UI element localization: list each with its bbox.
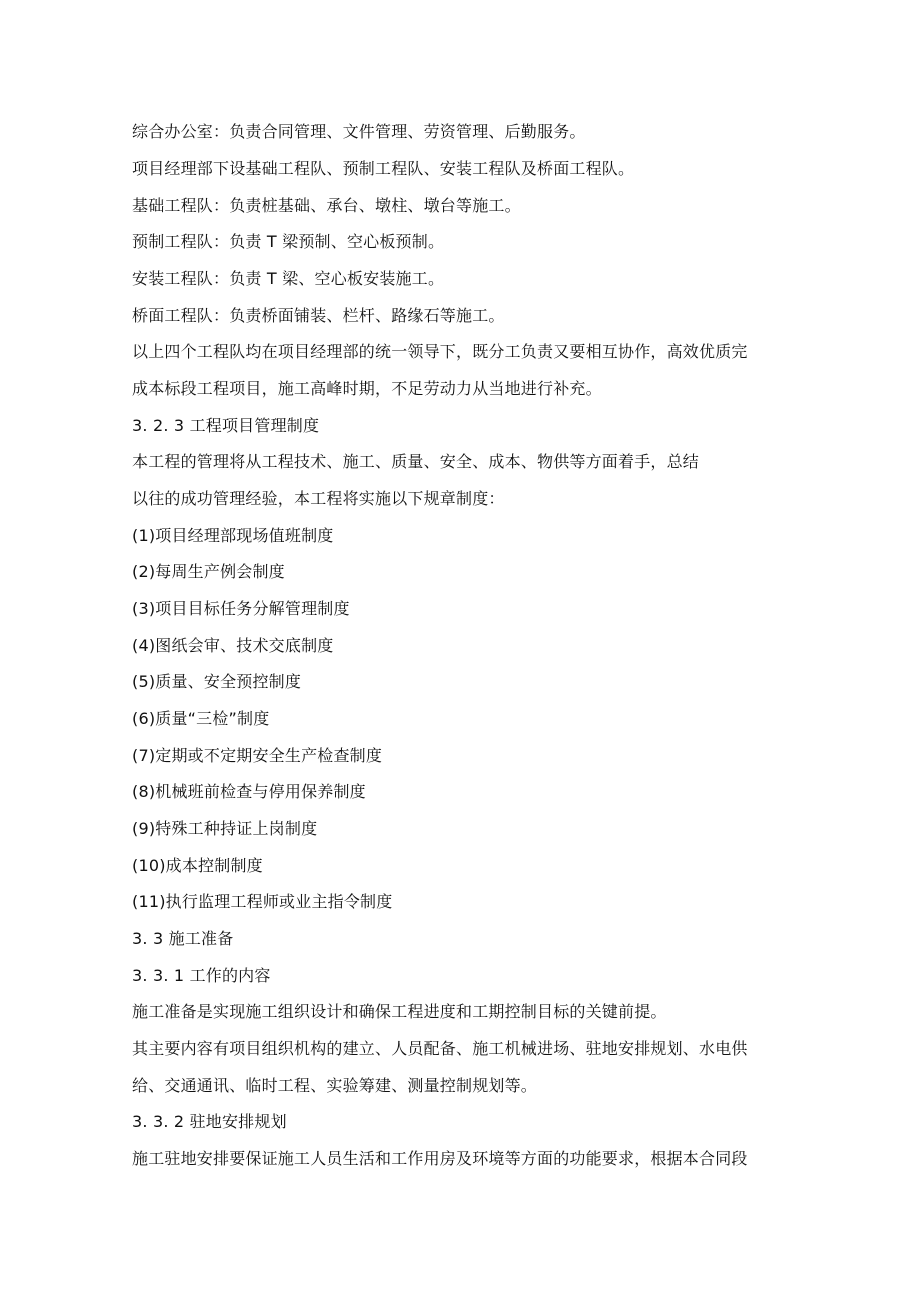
text-line: 项目经理部下设基础工程队、预制工程队、安装工程队及桥面工程队。 <box>132 159 635 178</box>
section-heading: 3. 3 施工准备 <box>132 929 234 948</box>
text-line: 基础工程队：负责桩基础、承台、墩柱、墩台等施工。 <box>132 196 521 215</box>
text-line: 本工程的管理将从工程技术、施工、质量、安全、成本、物供等方面着手，总结 <box>132 452 700 471</box>
list-item: (1)项目经理部现场值班制度 <box>132 526 334 545</box>
text-line: 成本标段工程项目，施工高峰时期，不足劳动力从当地进行补充。 <box>132 379 602 398</box>
list-item: (2)每周生产例会制度 <box>132 562 285 581</box>
list-item: (10)成本控制制度 <box>132 856 263 875</box>
text-line: 其主要内容有项目组织机构的建立、人员配备、施工机械进场、驻地安排规划、水电供 <box>132 1039 748 1058</box>
text-line: 综合办公室：负责合同管理、文件管理、劳资管理、后勤服务。 <box>132 122 586 141</box>
text-line: 安装工程队：负责 T 梁、空心板安装施工。 <box>132 269 445 288</box>
list-item: (8)机械班前检查与停用保养制度 <box>132 782 366 801</box>
section-heading: 3. 3. 1 工作的内容 <box>132 966 271 985</box>
text-line: 给、交通通讯、临时工程、实验筹建、测量控制规划等。 <box>132 1076 538 1095</box>
list-item: (4)图纸会审、技术交底制度 <box>132 636 334 655</box>
text-line: 预制工程队：负责 T 梁预制、空心板预制。 <box>132 232 445 251</box>
section-heading: 3. 2. 3 工程项目管理制度 <box>132 416 320 435</box>
section-heading: 3. 3. 2 驻地安排规划 <box>132 1112 287 1131</box>
list-item: (11)执行监理工程师或业主指令制度 <box>132 892 393 911</box>
text-line: 以往的成功管理经验，本工程将实施以下规章制度： <box>132 489 505 508</box>
list-item: (5)质量、安全预控制度 <box>132 672 302 691</box>
list-item: (6)质量“三检”制度 <box>132 709 270 728</box>
text-line: 施工驻地安排要保证施工人员生活和工作用房及环境等方面的功能要求，根据本合同段 <box>132 1149 748 1168</box>
text-line: 桥面工程队：负责桥面铺装、栏杆、路缘石等施工。 <box>132 306 505 325</box>
text-line: 以上四个工程队均在项目经理部的统一领导下，既分工负责又要相互协作，高效优质完 <box>132 342 748 361</box>
list-item: (3)项目目标任务分解管理制度 <box>132 599 350 618</box>
list-item: (7)定期或不定期安全生产检查制度 <box>132 746 383 765</box>
text-line: 施工准备是实现施工组织设计和确保工程进度和工期控制目标的关键前提。 <box>132 1002 667 1021</box>
list-item: (9)特殊工种持证上岗制度 <box>132 819 318 838</box>
